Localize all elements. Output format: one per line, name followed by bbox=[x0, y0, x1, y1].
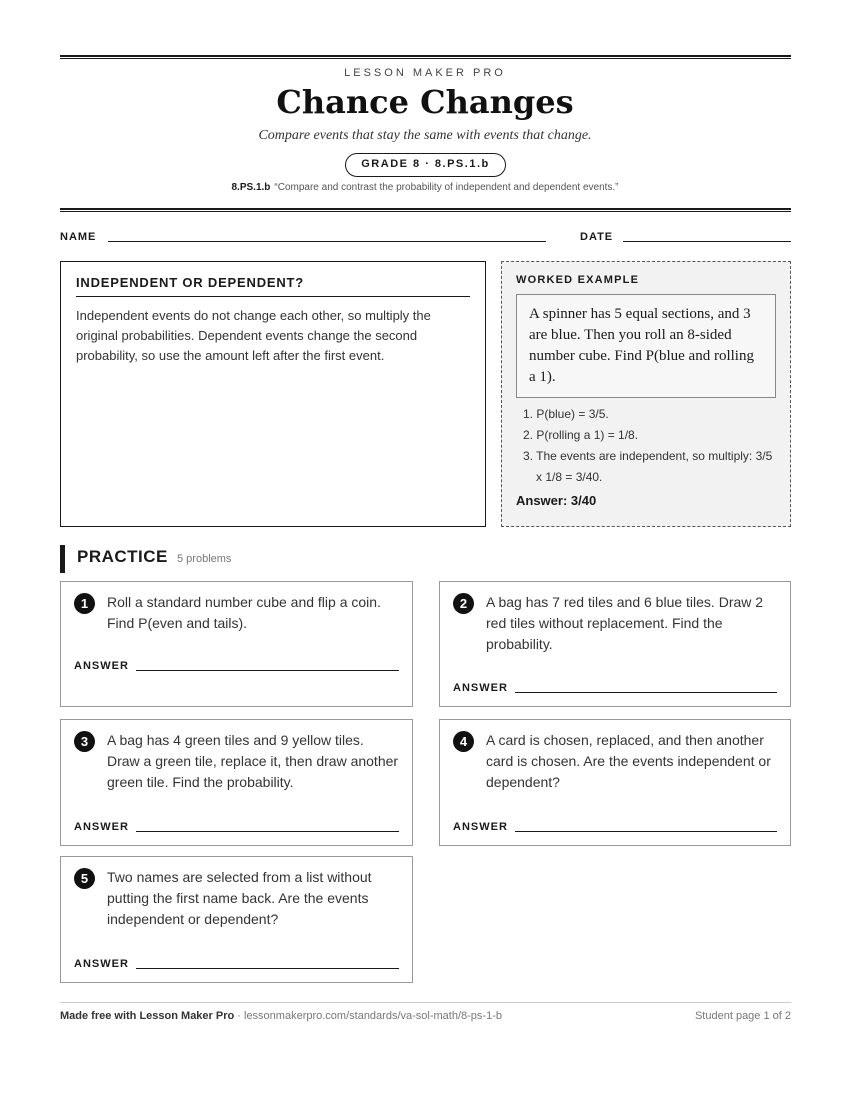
answer-label: ANSWER bbox=[74, 660, 129, 672]
problem-number-badge: 3 bbox=[74, 731, 95, 752]
answer-field[interactable] bbox=[136, 831, 399, 832]
answer-label: ANSWER bbox=[453, 682, 508, 694]
standard-reference bbox=[0, 182, 850, 193]
worked-example-answer: Answer: 3/40 bbox=[516, 493, 597, 508]
name-field[interactable] bbox=[108, 241, 546, 242]
date-label: DATE bbox=[580, 231, 614, 243]
problem-number-badge: 5 bbox=[74, 868, 95, 889]
concept-box bbox=[60, 261, 486, 527]
practice-problem-2 bbox=[439, 581, 791, 707]
problem-number-badge: 1 bbox=[74, 593, 95, 614]
practice-title: PRACTICE bbox=[77, 547, 168, 566]
worked-example-box bbox=[501, 261, 791, 527]
problem-text: A bag has 4 green tiles and 9 yellow tiles. Draw a green tile, replace it, then draw another green tile. Find the probability. bbox=[107, 732, 399, 790]
problem-text: A bag has 7 red tiles and 6 blue tiles. Draw 2 red tiles without replacement. Find the probability. bbox=[486, 594, 764, 652]
footer-made-with: Made free with Lesson Maker Pro bbox=[60, 1010, 235, 1022]
problem-number-badge: 4 bbox=[453, 731, 474, 752]
answer-label: ANSWER bbox=[453, 821, 508, 833]
footer-rule bbox=[60, 1002, 791, 1003]
answer-label: ANSWER bbox=[74, 821, 129, 833]
brand-name: LESSON MAKER PRO bbox=[344, 67, 506, 79]
problem-text: Two names are selected from a list without putting the first name back. Are the events independent or dependent? bbox=[107, 869, 372, 927]
worked-example-problem: A spinner has 5 equal sections, and 3 are blue. Then you roll an 8-sided number cube. Find P(blue and rolling a 1). bbox=[516, 294, 776, 398]
answer-field[interactable] bbox=[515, 831, 777, 832]
practice-count: 5 problems bbox=[177, 553, 232, 565]
date-field[interactable] bbox=[623, 241, 791, 242]
answer-field[interactable] bbox=[136, 670, 399, 671]
worksheet-subtitle: Compare events that stay the same with events that change. bbox=[258, 128, 592, 143]
worked-step: 1. P(blue) = 3/5. bbox=[523, 407, 609, 421]
problem-text: Roll a standard number cube and flip a coin. Find P(even and tails). bbox=[107, 594, 381, 631]
name-label: NAME bbox=[60, 231, 97, 243]
footer-page-number: Student page 1 of 2 bbox=[694, 1010, 791, 1022]
worked-step: 2. P(rolling a 1) = 1/8. bbox=[523, 428, 639, 442]
problem-text: A card is chosen, replaced, and then another card is chosen. Are the events independent or dependent? bbox=[486, 732, 771, 790]
footer-credit bbox=[60, 1010, 502, 1022]
concept-body: Independent events do not change each other, so multiply the original probabilities. Dependent events change the second probability, so use the amount left after the first event. bbox=[76, 308, 431, 363]
worked-example-heading: WORKED EXAMPLE bbox=[516, 274, 640, 286]
problem-number-badge: 2 bbox=[453, 593, 474, 614]
practice-problem-3 bbox=[60, 719, 413, 846]
answer-label: ANSWER bbox=[74, 958, 129, 970]
footer-url[interactable]: · lessonmakerpro.com/standards/va-sol-math/8-ps-1-b bbox=[234, 1010, 502, 1022]
standard-text: “Compare and contrast the probability of independent and dependent events.” bbox=[274, 182, 619, 193]
answer-field[interactable] bbox=[136, 968, 399, 969]
practice-accent-bar bbox=[60, 545, 65, 573]
worked-example-steps bbox=[516, 404, 776, 488]
practice-problem-4 bbox=[439, 719, 791, 846]
concept-heading: INDEPENDENT OR DEPENDENT? bbox=[76, 275, 470, 297]
worked-step: 3. The events are independent, so multiply: 3/5 x 1/8 = 3/40. bbox=[523, 449, 773, 484]
answer-field[interactable] bbox=[515, 692, 777, 693]
grade-badge: GRADE 8 · 8.PS.1.b bbox=[345, 153, 506, 177]
practice-problem-1 bbox=[60, 581, 413, 707]
header-bottom-rule bbox=[60, 208, 791, 212]
practice-problem-5 bbox=[60, 856, 413, 983]
standard-code: 8.PS.1.b bbox=[231, 182, 271, 193]
worksheet-title: Chance Changes bbox=[276, 83, 574, 121]
header-top-rule bbox=[60, 55, 791, 59]
